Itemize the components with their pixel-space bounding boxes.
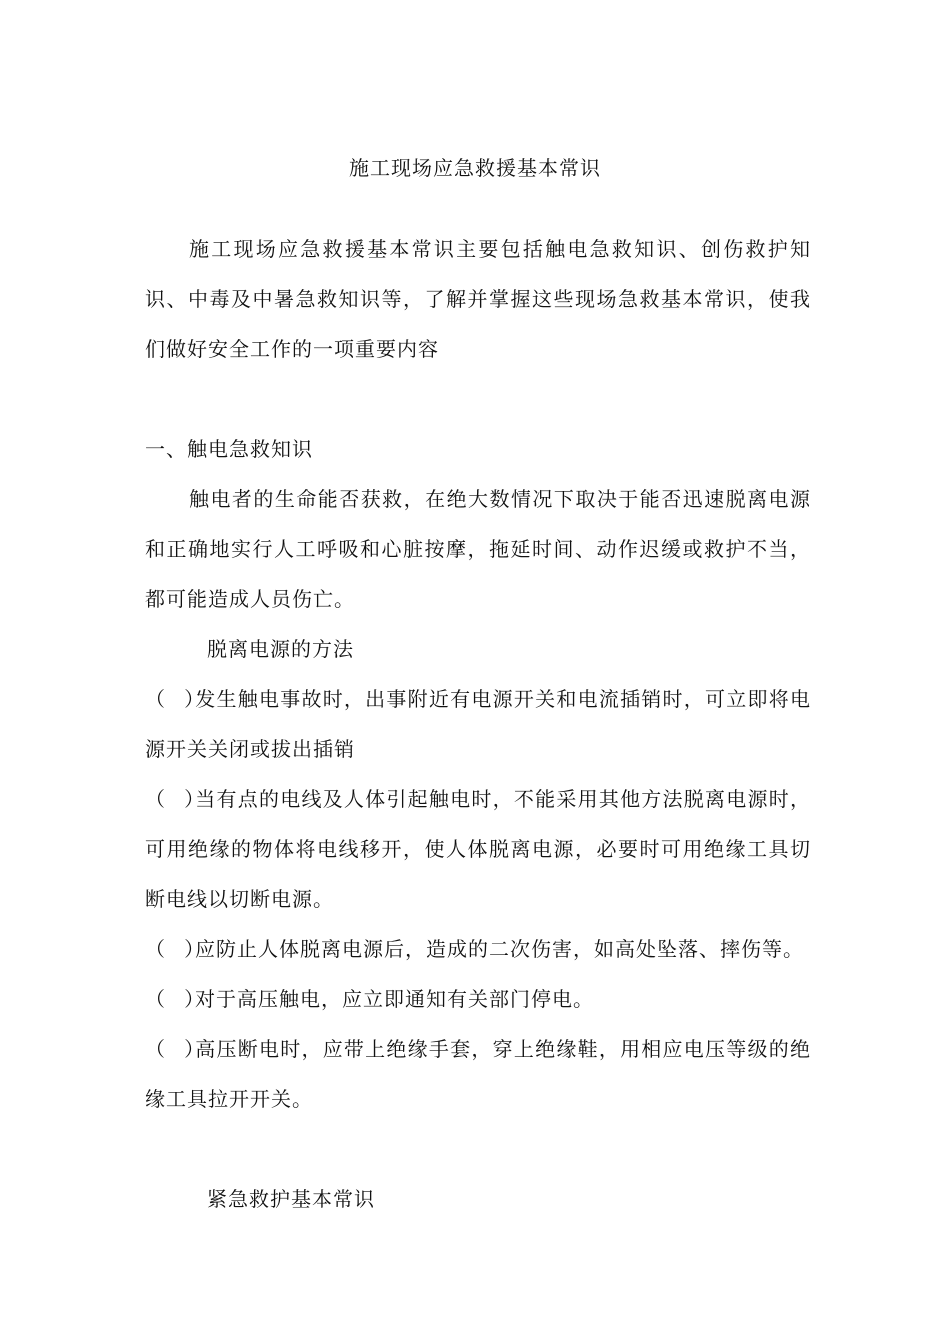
list-item: [145, 1024, 811, 1124]
list-item-text: 应防止人体脱离电源后，造成的二次伤害，如高处坠落、摔伤等。: [195, 937, 804, 961]
section-heading: 一、触电急救知识: [145, 437, 313, 461]
list-item-text: 对于高压触电，应立即通知有关部门停电。: [195, 987, 594, 1011]
section-paragraph: 触电者的生命能否获救，在绝大数情况下取决于能否迅速脱离电源和正确地实行人工呼吸和心脏按摩，拖延时间、动作迟缓或救护不当，都可能造成人员伤亡。: [145, 487, 811, 611]
list-item: [145, 924, 811, 974]
list-item-marker: （ ）: [145, 1037, 205, 1061]
intro-paragraph: 施工现场应急救援基本常识主要包括触电急救知识、创伤救护知识、中毒及中暑急救知识等，了解并掌握这些现场急救基本常识，使我们做好安全工作的一项重要内容: [145, 237, 811, 361]
list-item: [145, 674, 811, 774]
list-item-text: 高压断电时，应带上绝缘手套，穿上绝缘鞋，用相应电压等级的绝缘工具拉开开关。: [145, 1037, 811, 1111]
list-item-marker: （ ）: [145, 937, 205, 961]
list-item-marker: （ ）: [145, 787, 205, 811]
document-title: 施工现场应急救援基本常识: [349, 156, 601, 180]
list-item-text: 当有点的电线及人体引起触电时，不能采用其他方法脱离电源时，可用绝缘的物体将电线移开，使人体脱离电源，必要时可用绝缘工具切断电线以切断电源。: [145, 787, 811, 911]
subheading-first-aid: 紧急救护基本常识: [207, 1187, 375, 1211]
list-item-text: 发生触电事故时，出事附近有电源开关和电流插销时，可立即将电源开关关闭或拔出插销: [145, 687, 811, 761]
subheading-power-off: 脱离电源的方法: [207, 637, 354, 661]
list-item: [145, 974, 811, 1024]
list-item-marker: （ ）: [145, 687, 205, 711]
list-item-marker: （ ）: [145, 987, 205, 1011]
method-list: [145, 674, 811, 1124]
list-item: [145, 774, 811, 924]
